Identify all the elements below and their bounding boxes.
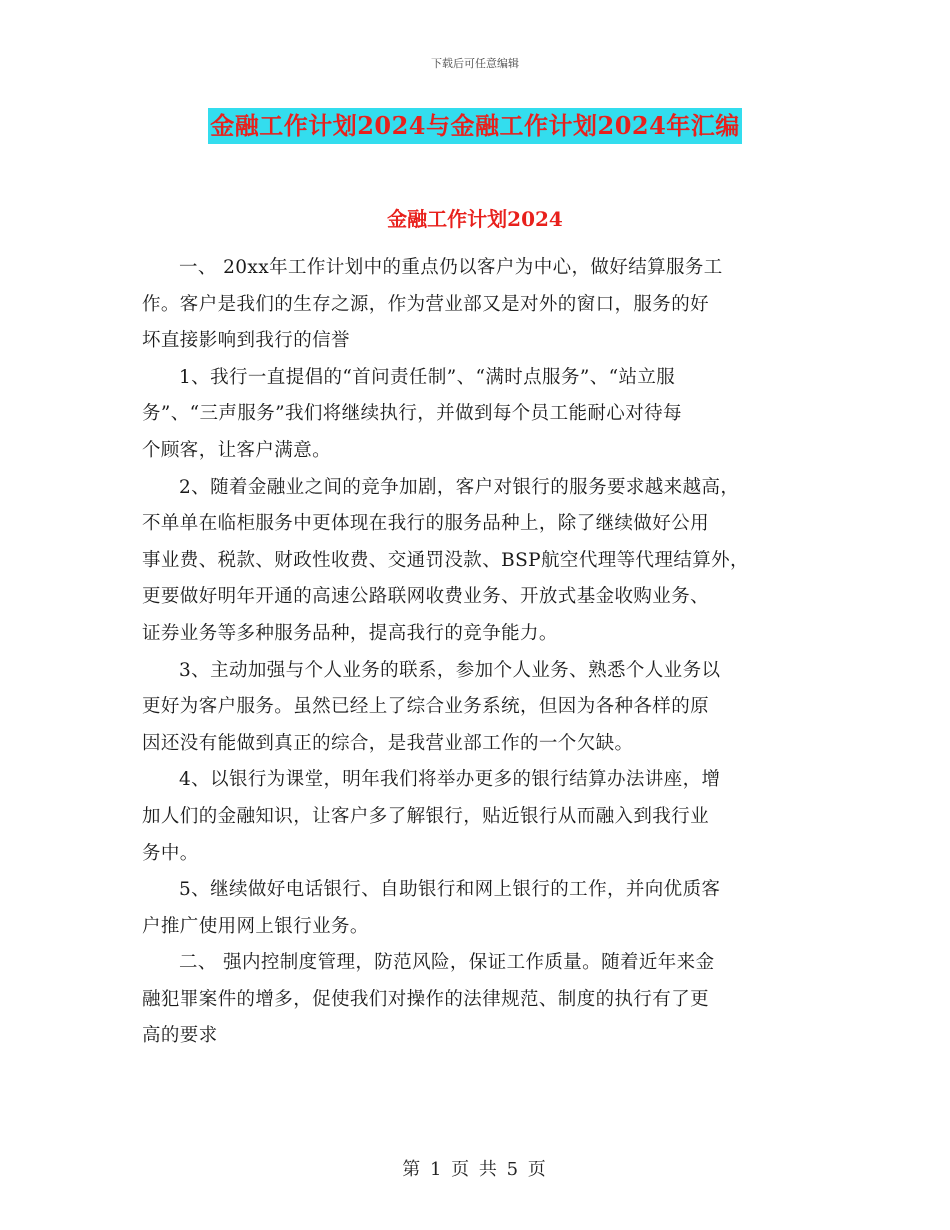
page-footer: 第 1 页 共 5 页 [402, 1159, 548, 1180]
text-line: 4、以银行为课堂，明年我们将举办更多的银行结算办法讲座，增 [179, 769, 721, 791]
text-line: 融犯罪案件的增多，促使我们对操作的法律规范、制度的执行有了更 [142, 988, 710, 1010]
text-line: 务中。 [142, 842, 199, 864]
text-line: 坏直接影响到我行的信誉 [142, 330, 350, 352]
paragraph-4 [142, 653, 822, 763]
text-line: 事业费、税款、财政性收费、交通罚没款、BSP航空代理等代理结算外， [142, 549, 749, 571]
text-line: 不单单在临柜服务中更体现在我行的服务品种上，除了继续做好公用 [142, 513, 710, 535]
text-line: 作。客户是我们的生存之源，作为营业部又是对外的窗口，服务的好 [142, 293, 710, 315]
text-line: 个顾客，让客户满意。 [142, 439, 332, 461]
paragraph-6 [142, 872, 822, 945]
text-line: 加人们的金融知识，让客户多了解银行，贴近银行从而融入到我行业 [142, 805, 710, 827]
text-line: 更好为客户服务。虽然已经上了综合业务系统，但因为各种各样的原 [142, 696, 710, 718]
section-title: 金融工作计划2024 [387, 207, 563, 231]
text-line: 因还没有能做到真正的综合，是我营业部工作的一个欠缺。 [142, 732, 634, 754]
text-line: 更要做好明年开通的高速公路联网收费业务、开放式基金收购业务、 [142, 586, 710, 608]
paragraph-7 [142, 945, 822, 1055]
text-line: 3、主动加强与个人业务的联系，参加个人业务、熟悉个人业务以 [179, 659, 721, 681]
text-line: 证券业务等多种服务品种，提高我行的竞争能力。 [142, 622, 558, 644]
text-line: 5、继续做好电话银行、自助银行和网上银行的工作，并向优质客 [179, 879, 721, 901]
text-line: 二、 强内控制度管理，防范风险，保证工作质量。随着近年来金 [179, 952, 715, 974]
text-line: 2、随着金融业之间的竞争加剧，客户对银行的服务要求越来越高， [179, 476, 740, 498]
paragraph-2 [142, 360, 822, 470]
text-line: 务”、“三声服务”我们将继续执行，并做到每个员工能耐心对待每 [142, 403, 682, 425]
text-line: 一、 20xx年工作计划中的重点仍以客户为中心，做好结算服务工 [179, 257, 723, 278]
main-title: 金融工作计划2024与金融工作计划2024年汇编 [208, 108, 742, 144]
text-line: 1、我行一直提倡的“首问责任制”、“满时点服务”、“站立服 [179, 366, 676, 388]
text-line: 户推广使用网上银行业务。 [142, 915, 369, 937]
header-note: 下载后可任意编辑 [431, 57, 519, 70]
main-title-container [0, 108, 950, 144]
paragraph-3 [142, 470, 822, 653]
document-body [142, 250, 822, 1055]
text-line: 高的要求 [142, 1025, 218, 1047]
paragraph-5 [142, 762, 822, 872]
paragraph-1 [142, 250, 822, 360]
